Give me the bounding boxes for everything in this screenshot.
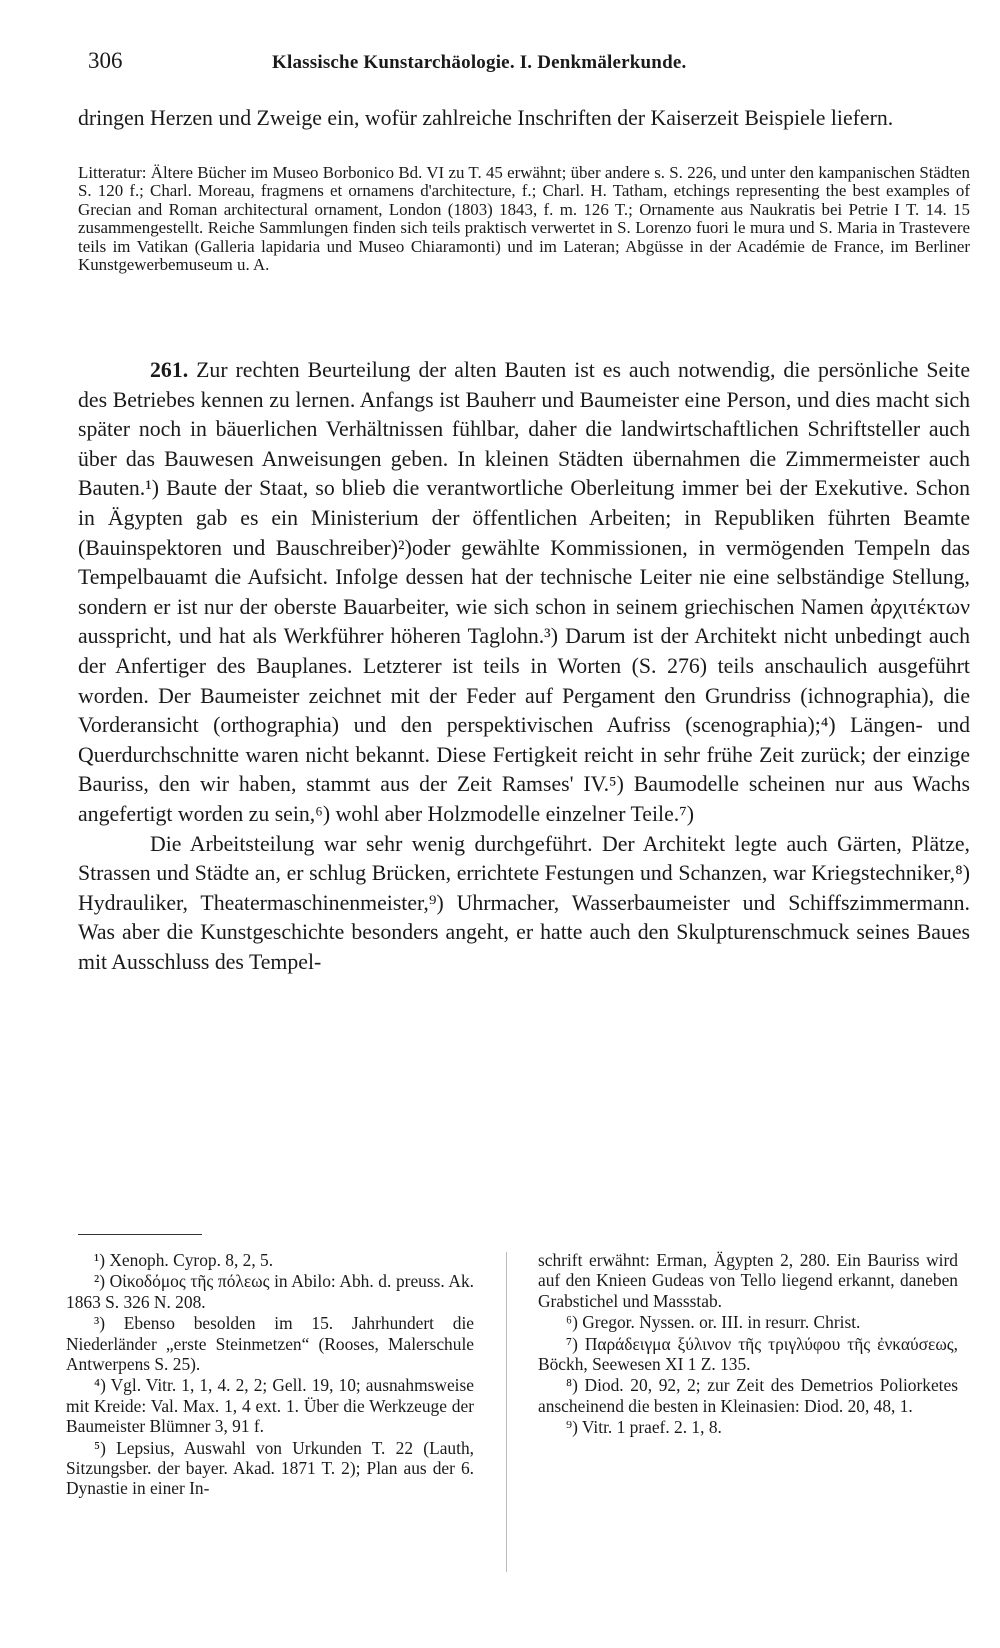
footnote-6: ⁶) Gregor. Nyssen. or. III. in resurr. Christ. (566, 1312, 861, 1333)
paragraph-text: Die Arbeitsteilung war sehr wenig durchgeführt. Der Architekt legte auch Gärten, Plätze, Strassen und Städte an, er schlug Brücken, errichtete Festungen und Schanzen, war Kriegstechniker,⁸) Hydrauliker, Theatermaschinenmeister,⁹) Uhrmacher, Wasserbaumeister und Schiffszimmermann. Was aber die Kunstgeschichte besonders angeht, er hatte auch den Skulpturenschmuck seines Baues mit Ausschluss des Tempel- (78, 831, 970, 974)
page-header (88, 48, 928, 80)
continued-text: dringen Herzen und Zweige ein, wofür zahlreiche Inschriften der Kaiserzeit Beispiele liefern. (78, 106, 894, 130)
footnote-9: ⁹) Vitr. 1 praef. 2. 1, 8. (566, 1417, 722, 1438)
main-body (78, 356, 970, 977)
footnote-5-continued: schrift erwähnt: Erman, Ägypten 2, 280. Ein Bauriss wird auf den Knieen Gudeas von Tello liegend erkannt, daneben Grabstichel und Massstab. (538, 1250, 958, 1311)
footnote-7: ⁷) Παράδειγμα ξύλινον τῆς τριγλύφου τῆς ἐνκαύσεως, Böckh, Seewesen XI 1 Z. 135. (538, 1333, 958, 1375)
footnotes-left-column (66, 1250, 474, 1500)
paragraph-261 (78, 356, 970, 830)
footnote-3: ³) Ebenso besolden im 15. Jahrhundert die Niederländer „erste Steinmetzen“ (Rooses, Malerschule Antwerpens S. 25). (66, 1313, 474, 1375)
paragraph-text: Zur rechten Beurteilung der alten Bauten ist es auch notwendig, die persönliche Seite des Betriebes kennen zu lernen. Anfangs ist Bauherr und Baumeister eine Person, und dies macht sich später noch in bäuerlichen Verhältnissen fühlbar, daher die landwirtschaftlichen Schriftsteller auch über das Bauwesen Anweisungen geben. In kleinen Städten übernahmen die Zimmermeister auch Bauten.¹) Baute der Staat, so blieb die verantwortliche Oberleitung immer bei der Exekutive. Schon in Ägypten gab es ein Ministerium der öffentlichen Arbeiten; in Republiken führten Beamte (Bauinspektoren und Bauschreiber)²)oder gewählte Kommissionen, in vermögenden Tempeln das Tempelbauamt die Aufsicht. Infolge dessen hat der technische Leiter nie eine selbständige Stellung, sondern er ist nur der oberste Bauarbeiter, wie sich schon in seinem griechischen Namen ἀρχιτέκτων ausspricht, und hat als Werkführer höheren Taglohn.³) Darum ist der Architekt nicht unbedingt auch der Anfertiger des Bauplanes. Letzterer ist teils in Worten (S. 276) teils anschaulich ausgeführt worden. Der Baumeister zeichnet mit der Feder auf Pergament den Grundriss (ichnographia), die Vorderansicht (orthographia) und den perspektivischen Aufriss (scenographia);⁴) Längen- und Querdurchschnitte waren nicht bekannt. Diese Fertigkeit reicht in sehr frühe Zeit zurück; der einzige Bauriss, den wir haben, stammt aus der Zeit Ramses' IV.⁵) Baumodelle scheinen nur aus Wachs angefertigt worden zu sein,⁶) wohl aber Holzmodelle einzelner Teile.⁷) (78, 358, 970, 826)
literature-note: Litteratur: Ältere Bücher im Museo Borbonico Bd. VI zu T. 45 erwähnt; über andere s. S. 226, und unter den kampanischen Städten S. 120 f.; Charl. Moreau, fragmens et ornamens d'architecture, f.; Charl. H. Tatham, etchings representing the best examples of Grecian and Roman architectural ornament, London (1803) 1843, f. m. 126 T.; Ornamente aus Naukratis bei Petrie I T. 14. 15 zusammengestellt. Reiche Sammlungen finden sich teils praktisch verwertet in S. Lorenzo fuori le mura und S. Maria in Trastevere teils im Vatikan (Galleria lapidaria und Museo Chiaramonti) und im Lateran; Abgüsse in der Académie de France, im Berliner Kunstgewerbemuseum u. A. (78, 163, 970, 275)
running-title: Klassische Kunstarchäologie. I. Denkmälerkunde. (272, 52, 687, 73)
paragraph-number: 261. (150, 358, 189, 382)
footnote-column-divider (506, 1252, 507, 1572)
footnote-4: ⁴) Vgl. Vitr. 1, 1, 4. 2, 2; Gell. 19, 10; ausnahmsweise mit Kreide: Val. Max. 1, 4 ext. 1. Über die Werkzeuge der Baumeister Blümner 3, 91 f. (66, 1375, 474, 1437)
footnote-5: ⁵) Lepsius, Auswahl von Urkunden T. 22 (Lauth, Sitzungsber. der bayer. Akad. 1871 T. 2); Plan aus der 6. Dynastie in einer In- (66, 1437, 474, 1499)
page-number: 306 (88, 48, 123, 73)
footnote-2: ²) Οἰκοδόμος τῆς πόλεως in Abilo: Abh. d. preuss. Ak. 1863 S. 326 N. 208. (66, 1271, 474, 1312)
footnotes-right-column (538, 1250, 958, 1439)
footnote-8: ⁸) Diod. 20, 92, 2; zur Zeit des Demetrios Poliorketes anscheinend die besten in Kleinasien: Diod. 20, 48, 1. (538, 1375, 958, 1416)
paragraph-division-of-labour (78, 830, 970, 978)
footnote-rule (78, 1234, 202, 1235)
footnote-1: ¹) Xenoph. Cyrop. 8, 2, 5. (94, 1250, 274, 1270)
